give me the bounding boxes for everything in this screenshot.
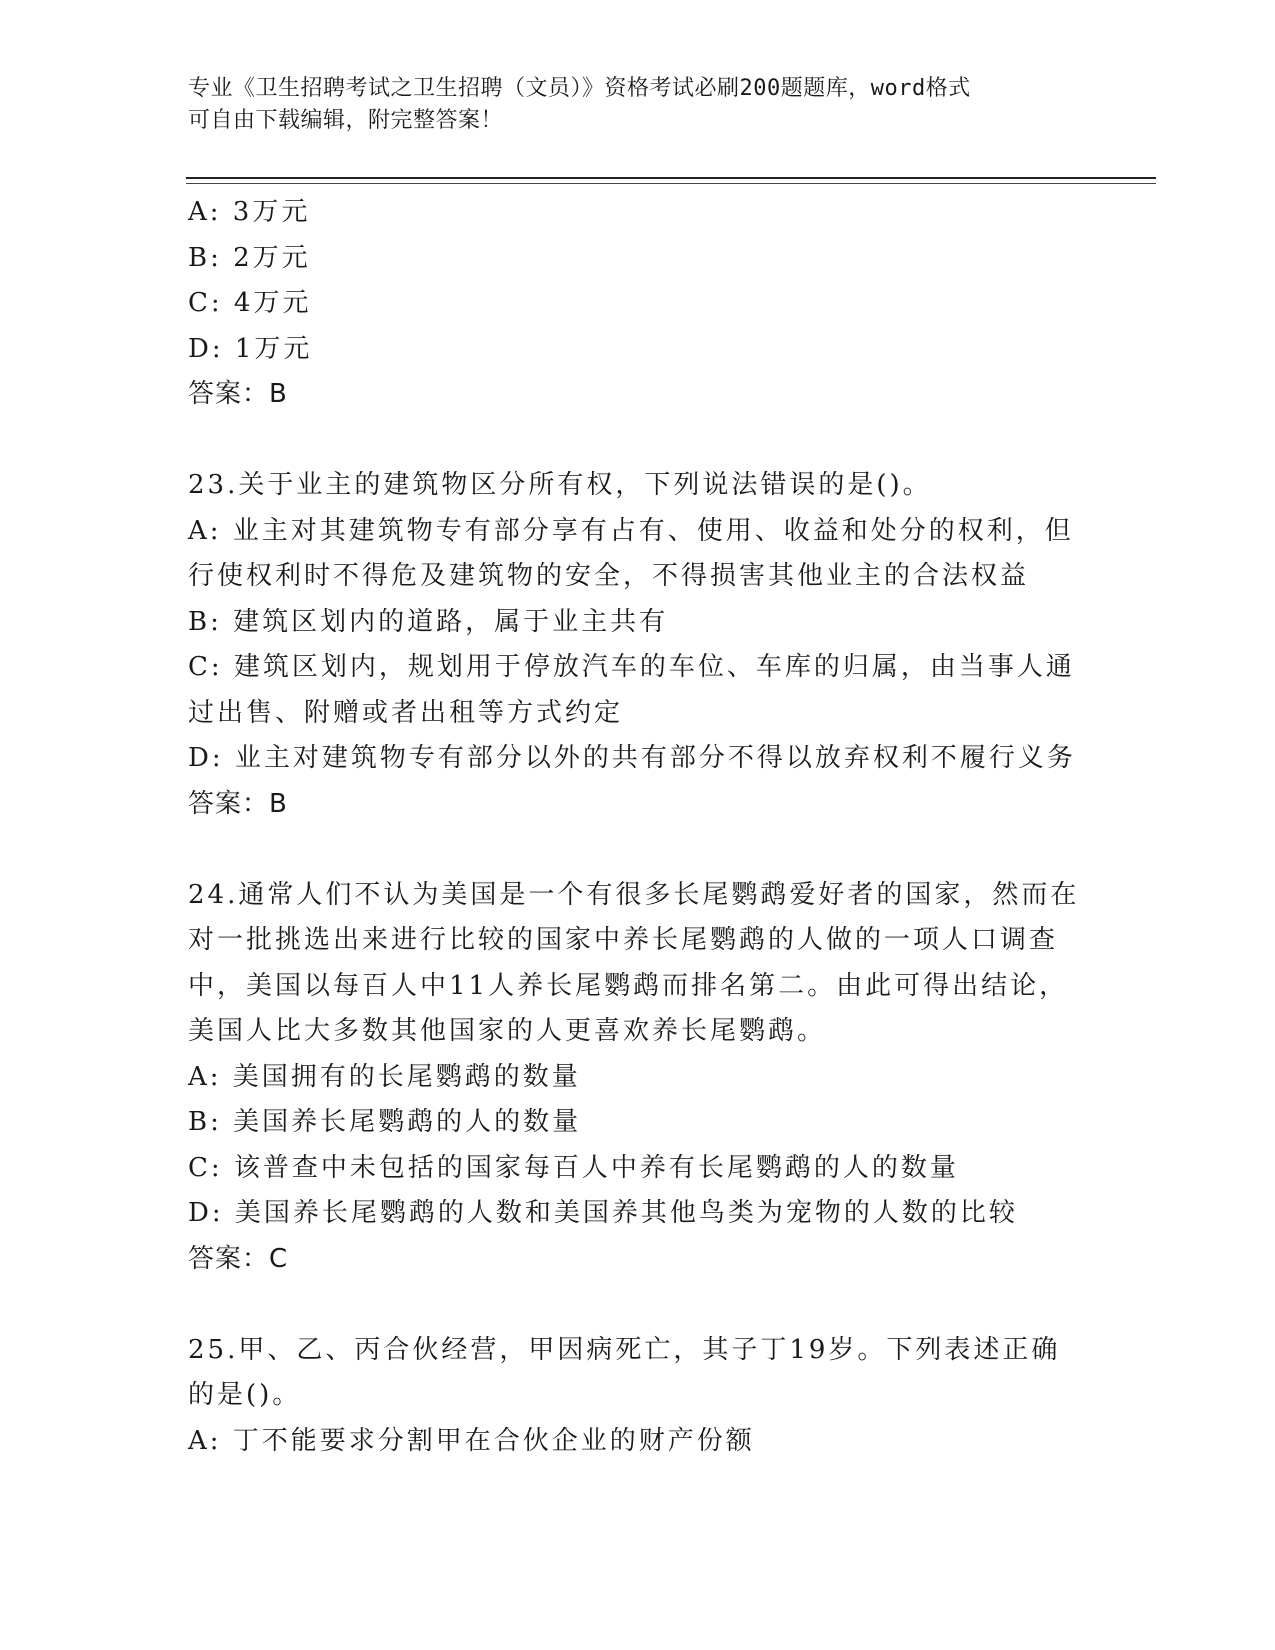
spacer [188,827,1078,873]
question-content [188,190,1078,1464]
q23-option-a-line-1: A: 业主对其建筑物专有部分享有占有、使用、收益和处分的权利，但 [188,515,1074,546]
q25-stem-line-1: 25.甲、乙、丙合伙经营，甲因病死亡，其子丁19岁。下列表述正确 [188,1334,1061,1365]
q25-option-a: A: 丁不能要求分割甲在合伙企业的财产份额 [188,1425,755,1456]
header-rule-thin [186,183,1156,184]
q25-stem-line-2: 的是()。 [188,1380,302,1410]
question-22 [188,190,1078,418]
question-23 [188,463,1078,827]
q23-option-b: B: 建筑区划内的道路，属于业主共有 [188,606,669,637]
q22-option-d: D: 1万元 [188,333,313,364]
q24-stem-line-1: 24.通常人们不认为美国是一个有很多长尾鹦鹉爱好者的国家，然而在 [188,879,1080,910]
question-24 [188,873,1078,1283]
header-line-2: 可自由下载编辑，附完整答案！ [188,108,504,133]
q23-option-c-line-2: 过出售、附赠或者出租等方式约定 [188,697,624,728]
q22-answer: 答案：B [188,379,288,409]
q24-stem-line-4: 美国人比大多数其他国家的人更喜欢养长尾鹦鹉。 [188,1016,827,1046]
question-25 [188,1328,1078,1465]
q24-option-d: D: 美国养长尾鹦鹉的人数和美国养其他鸟类为宠物的人数的比较 [188,1198,1018,1228]
q24-option-a: A: 美国拥有的长尾鹦鹉的数量 [188,1061,581,1092]
q24-option-b: B: 美国养长尾鹦鹉的人的数量 [188,1107,582,1137]
q22-option-a: A: 3万元 [188,197,311,227]
q23-option-c-line-1: C: 建筑区划内，规划用于停放汽车的车位、车库的归属，由当事人通 [188,652,1075,682]
q23-option-d: D: 业主对建筑物专有部分以外的共有部分不得以放弃权利不履行义务 [188,743,1076,773]
header-line-1: 专业《卫生招聘考试之卫生招聘（文员）》资格考试必刷200题题库，word格式 [188,76,971,101]
q24-stem-line-3: 中，美国以每百人中11人养长尾鹦鹉而排名第二。由此可得出结论， [188,970,1069,1001]
spacer [188,1282,1078,1328]
q22-option-b: B: 2万元 [188,242,311,273]
q23-option-a-line-2: 行使权利时不得危及建筑物的安全，不得损害其他业主的合法权益 [188,561,1030,591]
q23-stem: 23.关于业主的建筑物区分所有权，下列说法错误的是()。 [188,470,932,500]
q23-answer: 答案：B [188,788,288,819]
document-header [188,73,1068,137]
q24-answer: 答案：C [188,1243,289,1274]
header-rule-thick [186,177,1156,179]
q24-option-c: C: 该普查中未包括的国家每百人中养有长尾鹦鹉的人的数量 [188,1152,959,1183]
spacer [188,418,1078,464]
q22-option-c: C: 4万元 [188,288,312,318]
q24-stem-line-2: 对一批挑选出来进行比较的国家中养长尾鹦鹉的人做的一项人口调查 [188,925,1059,955]
